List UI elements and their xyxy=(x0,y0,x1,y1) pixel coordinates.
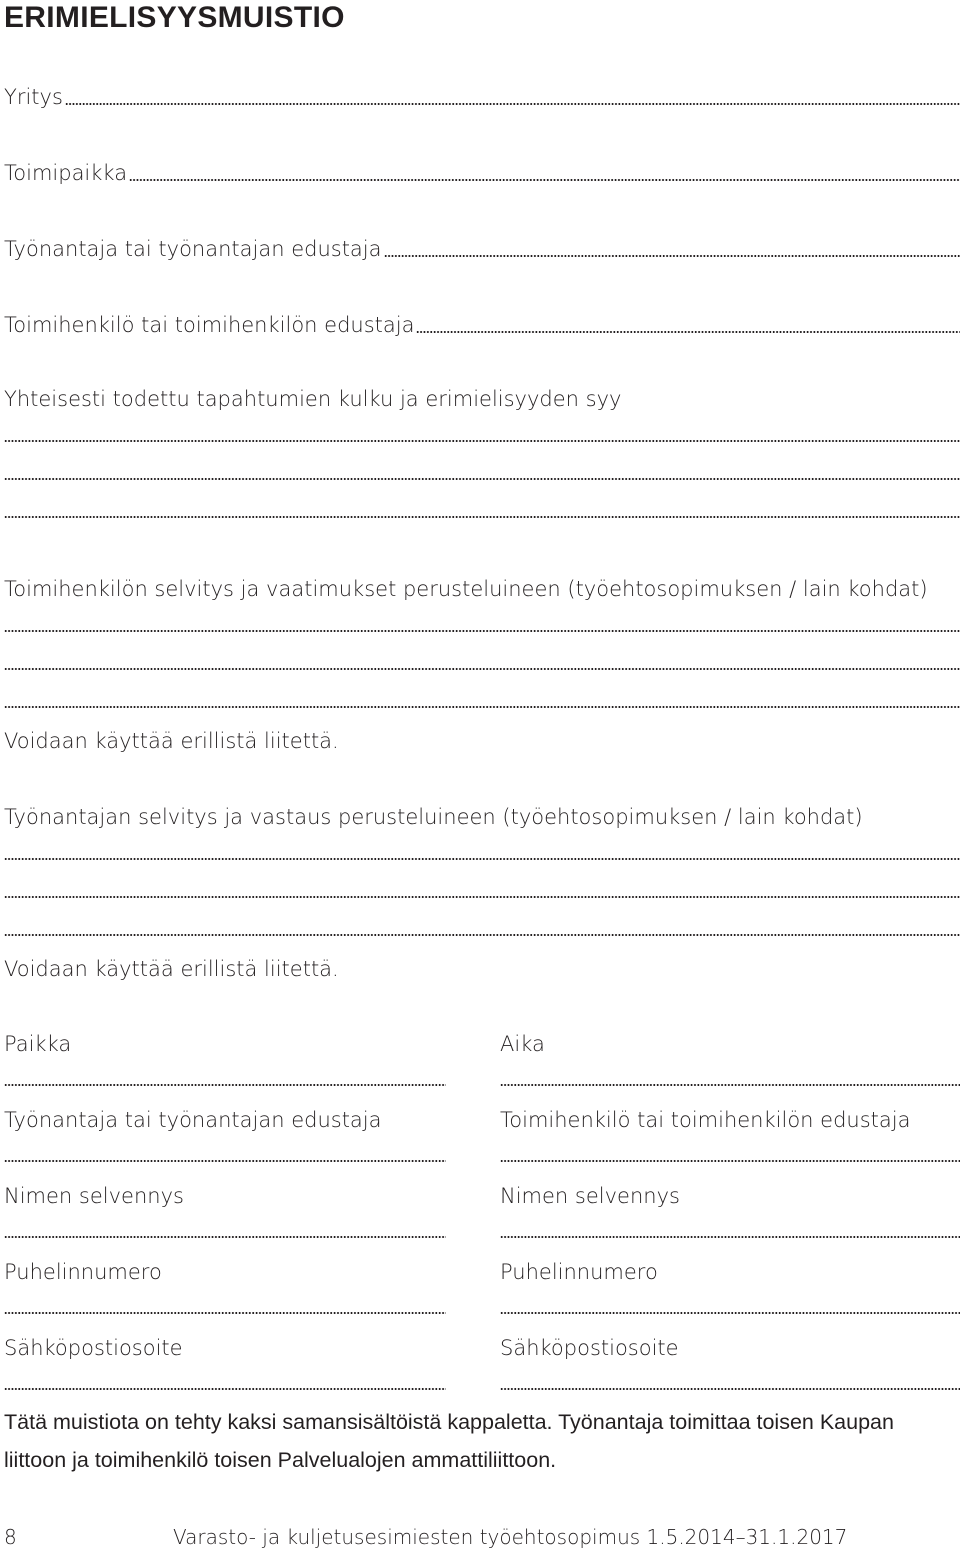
employer-attachment-note: Voidaan käyttää erillistä liitettä. xyxy=(4,957,339,981)
location-label: Toimipaikka xyxy=(4,161,128,185)
time-label: Aika xyxy=(500,1032,545,1056)
employee-statement-line-2[interactable] xyxy=(4,668,960,670)
closing-note: Tätä muistiota on tehty kaksi samansisältöistä kappaletta. Työnantaja toimittaa toisen Kaupan liittoon ja toimihenkilö toisen Palvelualojen ammattiliittoon. xyxy=(4,1410,894,1472)
place-label: Paikka xyxy=(4,1032,72,1056)
course-of-events-line-2[interactable] xyxy=(4,478,960,480)
employee-dotted-line xyxy=(416,331,960,333)
employee-statement-line-3[interactable] xyxy=(4,706,960,708)
employee-phone-label: Puhelinnumero xyxy=(500,1260,658,1284)
course-of-events-line-3[interactable] xyxy=(4,516,960,518)
employee-signature-line[interactable] xyxy=(500,1160,960,1162)
course-of-events-line-1[interactable] xyxy=(4,440,960,442)
company-label: Yritys xyxy=(4,85,63,109)
employee-name-label: Nimen selvennys xyxy=(500,1184,680,1208)
company-field[interactable] xyxy=(4,76,960,110)
company-dotted-line xyxy=(65,103,960,105)
employer-name-line[interactable] xyxy=(4,1236,446,1238)
employer-label: Työnantaja tai työnantajan edustaja xyxy=(4,237,382,261)
employer-name-label: Nimen selvennys xyxy=(4,1184,184,1208)
employee-phone-line[interactable] xyxy=(500,1312,960,1314)
employee-email-line[interactable] xyxy=(500,1388,960,1390)
employer-signature-label: Työnantaja tai työnantajan edustaja xyxy=(4,1108,382,1132)
employer-email-label: Sähköpostiosoite xyxy=(4,1336,183,1360)
publication-title: Varasto- ja kuljetusesimiesten työehtosopimus 1.5.2014–31.1.2017 xyxy=(173,1525,848,1549)
location-field[interactable] xyxy=(4,152,960,186)
employee-label: Toimihenkilö tai toimihenkilön edustaja xyxy=(4,313,415,337)
employee-field[interactable] xyxy=(4,304,960,338)
employee-email-label: Sähköpostiosoite xyxy=(500,1336,679,1360)
employee-statement-line-1[interactable] xyxy=(4,630,960,632)
employer-dotted-line xyxy=(384,255,960,257)
employer-statement-line-3[interactable] xyxy=(4,934,960,936)
employer-field[interactable] xyxy=(4,228,960,262)
employer-email-line[interactable] xyxy=(4,1388,446,1390)
employee-name-line[interactable] xyxy=(500,1236,960,1238)
employer-statement-heading: Työnantajan selvitys ja vastaus perusteluineen (työehtosopimuksen / lain kohdat) xyxy=(4,805,863,829)
location-dotted-line xyxy=(129,179,960,181)
page-number: 8 xyxy=(4,1525,17,1549)
employee-attachment-note: Voidaan käyttää erillistä liitettä. xyxy=(4,729,339,753)
employer-phone-label: Puhelinnumero xyxy=(4,1260,162,1284)
employee-statement-heading: Toimihenkilön selvitys ja vaatimukset perusteluineen (työehtosopimuksen / lain kohdat) xyxy=(4,577,928,601)
employer-statement-line-1[interactable] xyxy=(4,858,960,860)
course-of-events-heading: Yhteisesti todettu tapahtumien kulku ja erimielisyyden syy xyxy=(4,387,622,411)
employer-phone-line[interactable] xyxy=(4,1312,446,1314)
page-title: ERIMIELISYYSMUISTIO xyxy=(4,1,345,34)
time-line[interactable] xyxy=(500,1084,960,1086)
employer-statement-line-2[interactable] xyxy=(4,896,960,898)
employee-signature-label: Toimihenkilö tai toimihenkilön edustaja xyxy=(500,1108,911,1132)
employer-signature-line[interactable] xyxy=(4,1160,446,1162)
place-line[interactable] xyxy=(4,1084,446,1086)
